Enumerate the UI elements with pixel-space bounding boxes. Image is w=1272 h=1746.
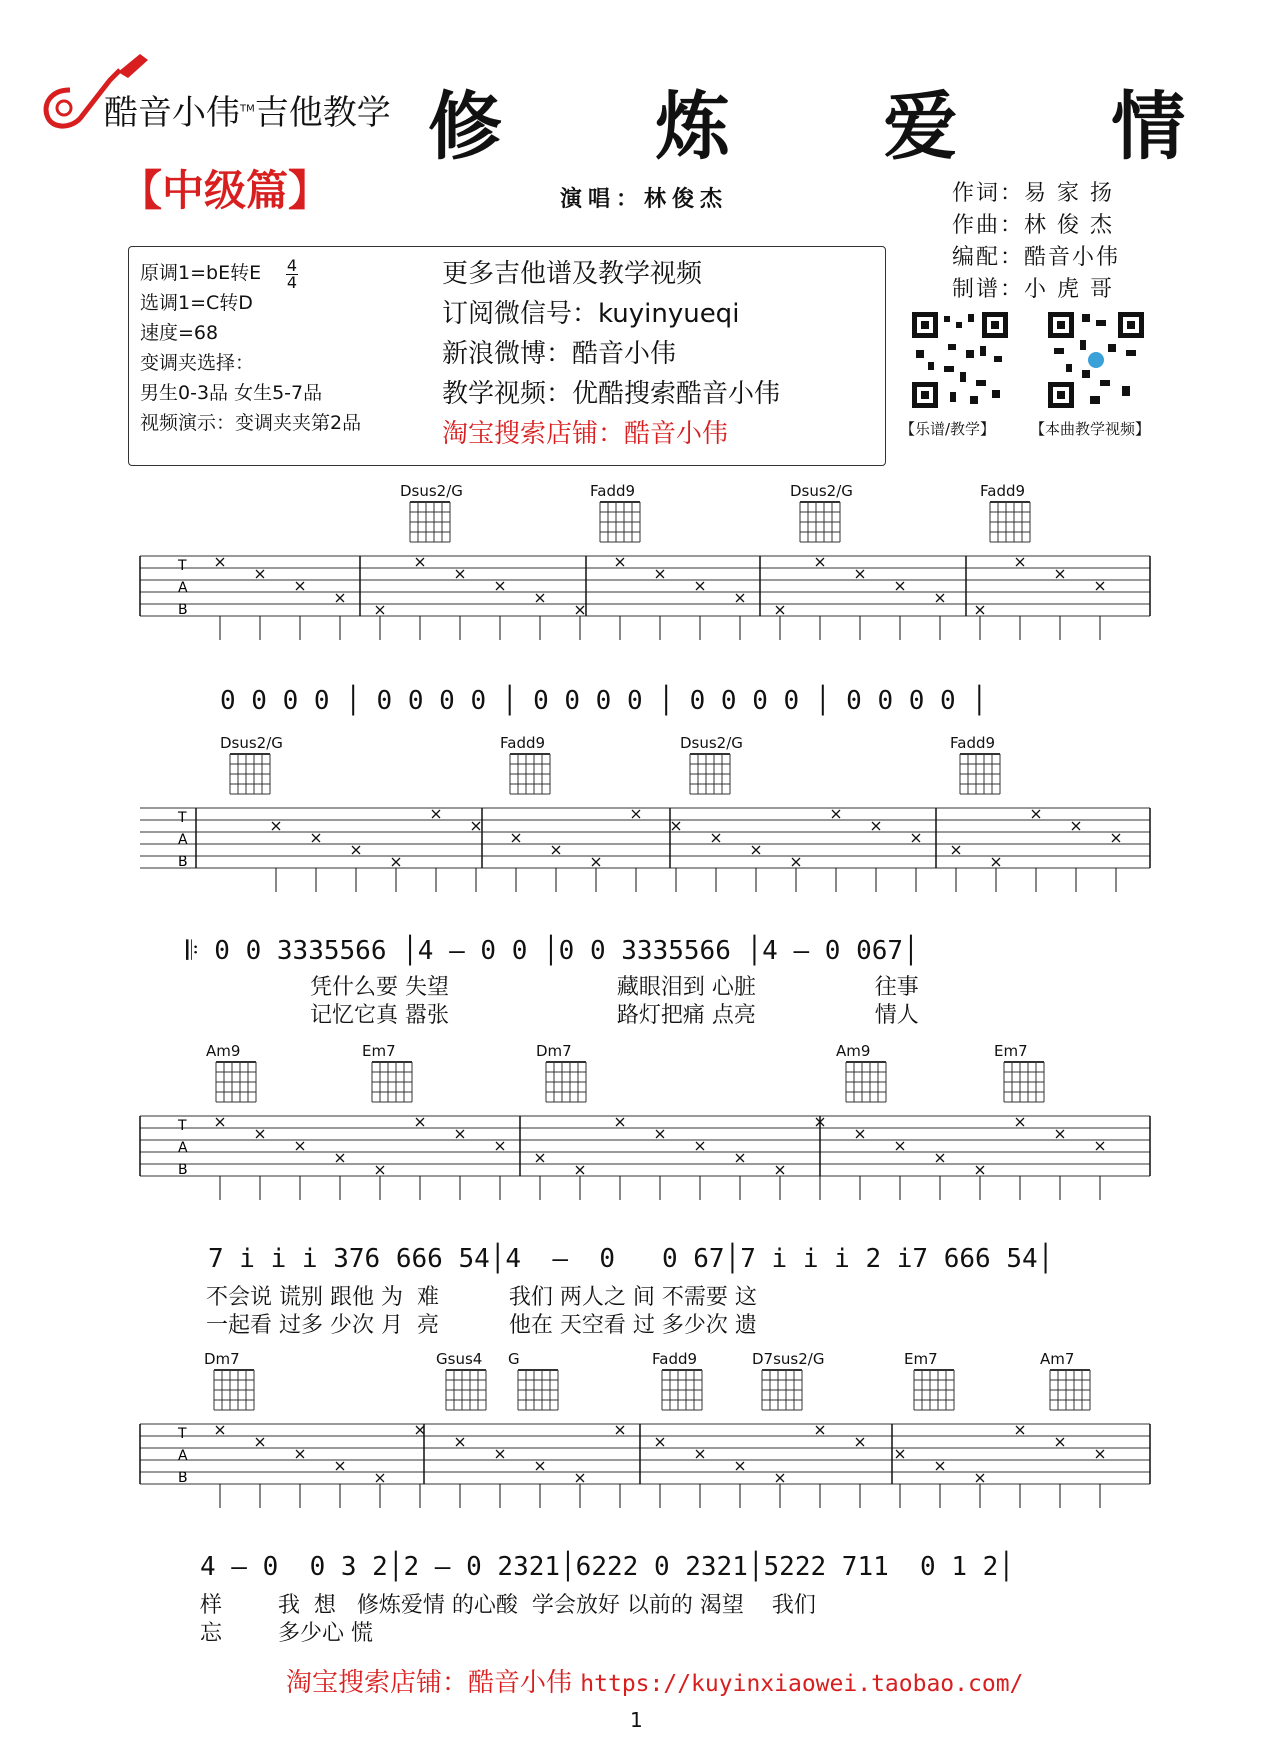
- chord-diagram-icon: [1050, 1370, 1090, 1410]
- tab-note: [1056, 1438, 1064, 1446]
- tab-note: [336, 1154, 344, 1162]
- tab-note: [512, 834, 520, 842]
- chord-diagram-icon: [914, 1370, 954, 1410]
- tab-note: [416, 558, 424, 566]
- tab-note: [376, 1166, 384, 1174]
- tab-clef: T: [178, 1118, 187, 1134]
- chord-name: Dm7: [536, 1042, 572, 1060]
- credits: 作词：易 家 扬 作曲：林 俊 杰 编配：酷音小伟 制谱：小 虎 哥: [952, 181, 1121, 302]
- tab-note: [536, 594, 544, 602]
- tab-note: [696, 1450, 704, 1458]
- song-title: 修 炼 爱 情: [428, 84, 1250, 170]
- chord-name: Em7: [362, 1042, 396, 1060]
- tab-note: [456, 1438, 464, 1446]
- tab-note: [296, 582, 304, 590]
- chord-diagram-icon: [410, 502, 450, 542]
- chord-diagram-icon: [762, 1370, 802, 1410]
- tab-note: [872, 822, 880, 830]
- singer: 演唱：林俊杰: [560, 187, 729, 212]
- chord-diagram-icon: [1004, 1062, 1044, 1102]
- tab-note: [992, 858, 1000, 866]
- tab-staff: [140, 556, 1150, 640]
- tab-clef: B: [178, 602, 188, 618]
- chord-diagram-icon: [230, 754, 270, 794]
- tab-note: [592, 858, 600, 866]
- tab-note: [672, 822, 680, 830]
- time-signature: 4 4: [286, 256, 298, 292]
- tab-note: [256, 1438, 264, 1446]
- tab-note: [776, 606, 784, 614]
- tab-note: [856, 570, 864, 578]
- chord-name: Fadd9: [500, 734, 546, 752]
- level-badge: 【中级篇】: [120, 166, 331, 215]
- chord-name: Fadd9: [950, 734, 996, 752]
- chord-diagram-icon: [960, 754, 1000, 794]
- jianpu-line-3: 7 i i i 376 666 54│4 – 0 0 67│7 i i i 2 i7 666 54│: [208, 1244, 1054, 1274]
- chord-diagram-icon: [546, 1062, 586, 1102]
- tab-note: [896, 1142, 904, 1150]
- tab-clef: A: [178, 1140, 188, 1156]
- tab-note: [832, 810, 840, 818]
- qr-caption-left: 【乐谱/教学】: [900, 420, 996, 438]
- chord-name: Am9: [836, 1042, 871, 1060]
- tab-note: [392, 858, 400, 866]
- tab-clef: A: [178, 580, 188, 596]
- tab-note: [1096, 1450, 1104, 1458]
- chord-diagram-icon: [990, 502, 1030, 542]
- tab-note: [216, 1426, 224, 1434]
- tab-note: [496, 1450, 504, 1458]
- tab-clef: T: [178, 810, 187, 826]
- tab-note: [536, 1154, 544, 1162]
- tab-note: [616, 1118, 624, 1126]
- chord-name: Dsus2/G: [680, 734, 743, 752]
- tab-clef: B: [178, 1470, 188, 1486]
- tab-note: [656, 570, 664, 578]
- chord-name: Em7: [904, 1350, 938, 1368]
- tab-note: [656, 1130, 664, 1138]
- tab-note: [496, 1142, 504, 1150]
- tab-note: [792, 858, 800, 866]
- chord-name: Em7: [994, 1042, 1028, 1060]
- tab-note: [736, 1154, 744, 1162]
- tab-note: [336, 594, 344, 602]
- chord-diagram-icon: [372, 1062, 412, 1102]
- tab-clef: B: [178, 854, 188, 870]
- qr-caption-right: 【本曲教学视频】: [1030, 420, 1151, 438]
- tab-note: [456, 1130, 464, 1138]
- tab-note: [256, 1130, 264, 1138]
- tab-note: [416, 1118, 424, 1126]
- tab-note: [576, 606, 584, 614]
- tab-note: [616, 1426, 624, 1434]
- tab-note: [856, 1438, 864, 1446]
- tab-clef: T: [178, 558, 187, 574]
- tab-note: [376, 1474, 384, 1482]
- tab-note: [976, 1166, 984, 1174]
- tab-note: [816, 558, 824, 566]
- tab-note: [1112, 834, 1120, 842]
- tab-note: [936, 594, 944, 602]
- chord-name: Am9: [206, 1042, 241, 1060]
- chord-diagram-icon: [800, 502, 840, 542]
- tab-note: [816, 1426, 824, 1434]
- tab-note: [376, 606, 384, 614]
- tab-note: [952, 846, 960, 854]
- tab-note: [1096, 582, 1104, 590]
- jianpu-line-2: 𝄆 0 0 3335566 │4 – 0 0 │0 0 3335566 │4 – 0 067│: [186, 936, 919, 966]
- tab-note: [472, 822, 480, 830]
- tab-note: [976, 1474, 984, 1482]
- tab-note: [752, 846, 760, 854]
- tab-note: [856, 1130, 864, 1138]
- lyrics-line-3a: 不会说 谎别 跟他 为 难 我们 两人之 间 不需要 这: [206, 1285, 757, 1310]
- tab-note: [216, 1118, 224, 1126]
- tab-note: [616, 558, 624, 566]
- tab-note: [576, 1474, 584, 1482]
- chord-name: Fadd9: [652, 1350, 698, 1368]
- chord-diagram-icon: [216, 1062, 256, 1102]
- lyrics-line-2b: 记忆它真 嚣张 路灯把痛 点亮 情人: [310, 1003, 919, 1028]
- chord-name: Am7: [1040, 1350, 1075, 1368]
- page-number: 1: [630, 1708, 643, 1732]
- chord-name: Dsus2/G: [790, 482, 853, 500]
- chord-name: Fadd9: [590, 482, 636, 500]
- contact-info: 更多吉他谱及教学视频 订阅微信号：kuyinyueqi 新浪微博：酷音小伟 教学视频：优酷搜索酷音小伟 淘宝搜索店铺：酷音小伟: [442, 259, 781, 449]
- shop-url[interactable]: https://kuyinxiaowei.taobao.com/: [580, 1671, 1024, 1697]
- key-info: 原调1=bE转E 选调1=C转D 速度=68 变调夹选择： 男生0-3品 女生5-7品 视频演示：变调夹夹第2品: [140, 262, 362, 434]
- brand-name: 酷音小伟™吉他教学: [104, 93, 391, 133]
- tab-note: [736, 594, 744, 602]
- tab-note: [336, 1462, 344, 1470]
- tab-staff: [140, 1424, 1150, 1508]
- tab-note: [296, 1142, 304, 1150]
- tab-note: [216, 558, 224, 566]
- tab-note: [896, 582, 904, 590]
- tab-note: [1016, 558, 1024, 566]
- tab-note: [1072, 822, 1080, 830]
- tab-note: [456, 570, 464, 578]
- chord-diagram-icon: [214, 1370, 254, 1410]
- tab-staff: [140, 1116, 1150, 1200]
- tab-note: [712, 834, 720, 842]
- tab-clef: A: [178, 1448, 188, 1464]
- chord-diagram-icon: [518, 1370, 558, 1410]
- chord-name: G: [508, 1350, 520, 1368]
- tab-note: [536, 1462, 544, 1470]
- tab-note: [312, 834, 320, 842]
- chord-diagram-icon: [662, 1370, 702, 1410]
- footer-shop: 淘宝搜索店铺：酷音小伟 https://kuyinxiaowei.taobao.com/: [286, 1668, 1024, 1698]
- chord-diagram-icon: [600, 502, 640, 542]
- tab-note: [632, 810, 640, 818]
- chord-name: Dsus2/G: [220, 734, 283, 752]
- tab-note: [576, 1166, 584, 1174]
- tab-note: [696, 1142, 704, 1150]
- chord-diagram-icon: [690, 754, 730, 794]
- tab-note: [552, 846, 560, 854]
- tab-note: [256, 570, 264, 578]
- tab-note: [696, 582, 704, 590]
- tab-note: [1056, 1130, 1064, 1138]
- tab-note: [776, 1166, 784, 1174]
- lyrics-line-2a: 凭什么要 失望 藏眼泪到 心脏 往事: [310, 975, 919, 1000]
- tab-note: [656, 1438, 664, 1446]
- tab-note: [272, 822, 280, 830]
- tab-staff: [140, 808, 1150, 892]
- chord-name: Gsus4: [436, 1350, 483, 1368]
- tab-clef: T: [178, 1426, 187, 1442]
- chord-name: Dm7: [204, 1350, 240, 1368]
- chord-name: Dsus2/G: [400, 482, 463, 500]
- chord-name: D7sus2/G: [752, 1350, 825, 1368]
- jianpu-line-1: 0 0 0 0 │ 0 0 0 0 │ 0 0 0 0 │ 0 0 0 0 │ 0 0 0 0 │: [220, 686, 988, 716]
- chord-diagram-icon: [846, 1062, 886, 1102]
- chord-name: Fadd9: [980, 482, 1026, 500]
- tab-clef: A: [178, 832, 188, 848]
- lyrics-line-4b: 忘 多少心 慌: [200, 1621, 373, 1646]
- chord-diagram-icon: [446, 1370, 486, 1410]
- tab-note: [1016, 1426, 1024, 1434]
- tab-note: [1032, 810, 1040, 818]
- tab-note: [352, 846, 360, 854]
- tab-note: [416, 1426, 424, 1434]
- tab-note: [896, 1450, 904, 1458]
- tab-note: [976, 606, 984, 614]
- tab-note: [776, 1474, 784, 1482]
- tab-clef: B: [178, 1162, 188, 1178]
- tab-note: [432, 810, 440, 818]
- tab-note: [1056, 570, 1064, 578]
- chord-diagram-icon: [510, 754, 550, 794]
- tab-note: [736, 1462, 744, 1470]
- tab-note: [1096, 1142, 1104, 1150]
- tab-note: [912, 834, 920, 842]
- jianpu-line-4: 4 – 0 0 3 2│2 – 0 2321│6222 0 2321│5222 711 0 1 2│: [200, 1552, 1014, 1582]
- lyrics-line-3b: 一起看 过多 少次 月 亮 他在 天空看 过 多少次 遗: [206, 1313, 757, 1338]
- tab-note: [496, 582, 504, 590]
- tab-note: [296, 1450, 304, 1458]
- tab-note: [936, 1462, 944, 1470]
- tab-note: [936, 1154, 944, 1162]
- lyrics-line-4a: 样 我 想 修炼爱情 的心酸 学会放好 以前的 渴望 我们: [200, 1593, 816, 1618]
- tab-note: [1016, 1118, 1024, 1126]
